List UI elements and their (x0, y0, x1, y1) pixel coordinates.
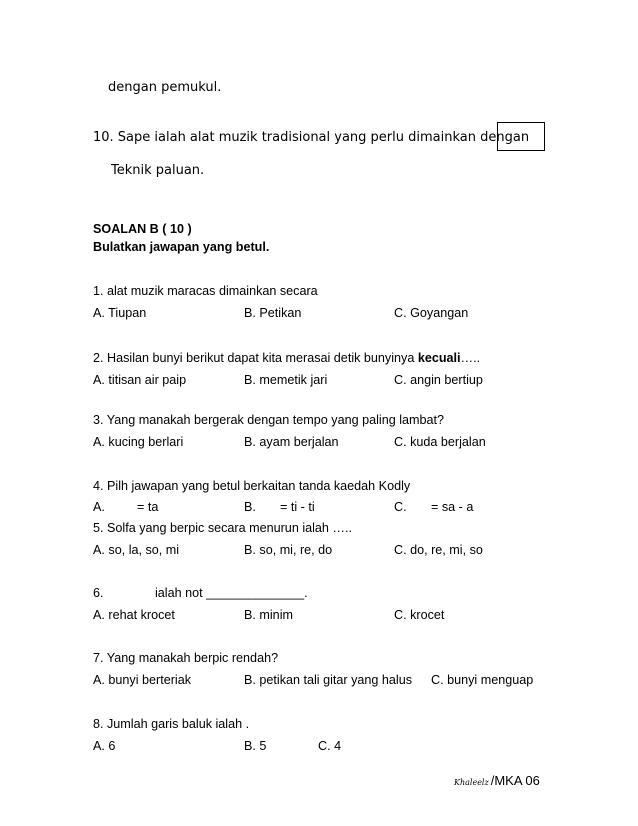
question-5-option-a[interactable]: A. so, la, so, mi (93, 543, 180, 557)
question-3-option-c[interactable]: C. kuda berjalan (394, 435, 486, 449)
question-1-option-a[interactable]: A. Tiupan (93, 306, 147, 320)
question-4-option-a-label[interactable]: A. (93, 500, 105, 514)
answer-box[interactable] (497, 122, 545, 151)
question-6-option-b[interactable]: B. minim (244, 608, 293, 622)
question-6-text: ialah not ______________. (155, 586, 308, 600)
question-1-option-c[interactable]: C. Goyangan (394, 306, 469, 320)
question-5-option-b[interactable]: B. so, mi, re, do (244, 543, 333, 557)
question-3-text: 3. Yang manakah bergerak dengan tempo yang paling lambat? (93, 413, 445, 427)
question-4-option-b-value: = ti - ti (280, 500, 315, 514)
section-instruction: Bulatkan jawapan yang betul. (93, 240, 270, 254)
question-10-line1: 10. Sape ialah alat muzik tradisional yang perlu dimainkan dengan (93, 130, 530, 145)
question-6-option-a[interactable]: A. rehat krocet (93, 608, 175, 622)
question-2-text: 2. Hasilan bunyi berikut dapat kita merasai detik bunyinya kecuali….. (93, 351, 481, 365)
question-6-option-c[interactable]: C. krocet (394, 608, 445, 622)
question-5-text: 5. Solfa yang berpic secara menurun ialah ….. (93, 521, 353, 535)
footer-code: /MKA 06 (490, 773, 540, 788)
question-6-number: 6. (93, 586, 104, 600)
question-4-option-c-label[interactable]: C. (394, 500, 407, 514)
question-8-option-b[interactable]: B. 5 (244, 739, 267, 753)
question-1-text: 1. alat muzik maracas dimainkan secara (93, 284, 318, 298)
question-10-line2: Teknik paluan. (111, 163, 205, 178)
question-4-option-a-value: = ta (137, 500, 159, 514)
question-4-option-b-label[interactable]: B. (244, 500, 256, 514)
section-title: SOALAN B ( 10 ) (93, 222, 192, 236)
question-3-option-b[interactable]: B. ayam berjalan (244, 435, 339, 449)
question-2-option-c[interactable]: C. angin bertiup (394, 373, 483, 387)
question-2-option-a[interactable]: A. titisan air paip (93, 373, 187, 387)
question-4-text: 4. Pilh jawapan yang betul berkaitan tanda kaedah Kodly (93, 479, 411, 493)
question-8-option-c[interactable]: C. 4 (318, 739, 342, 753)
question-8-option-a[interactable]: A. 6 (93, 739, 116, 753)
question-3-option-a[interactable]: A. kucing berlari (93, 435, 184, 449)
question-8-text: 8. Jumlah garis baluk ialah . (93, 717, 250, 731)
question-2-option-b[interactable]: B. memetik jari (244, 373, 328, 387)
question-5-option-c[interactable]: C. do, re, mi, so (394, 543, 483, 557)
question-2-keyword: kecuali (417, 351, 461, 365)
question-4-option-c-value: = sa - a (431, 500, 474, 514)
question-7-text: 7. Yang manakah berpic rendah? (93, 651, 279, 665)
question-7-option-b[interactable]: B. petikan tali gitar yang halus (244, 673, 413, 687)
question-7-option-c[interactable]: C. bunyi menguap (431, 673, 534, 687)
prev-question-line: dengan pemukul. (108, 80, 222, 95)
page-footer (454, 773, 540, 788)
question-7-option-a[interactable]: A. bunyi berteriak (93, 673, 192, 687)
question-1-option-b[interactable]: B. Petikan (244, 306, 302, 320)
signature: Khaleelz (454, 778, 489, 787)
